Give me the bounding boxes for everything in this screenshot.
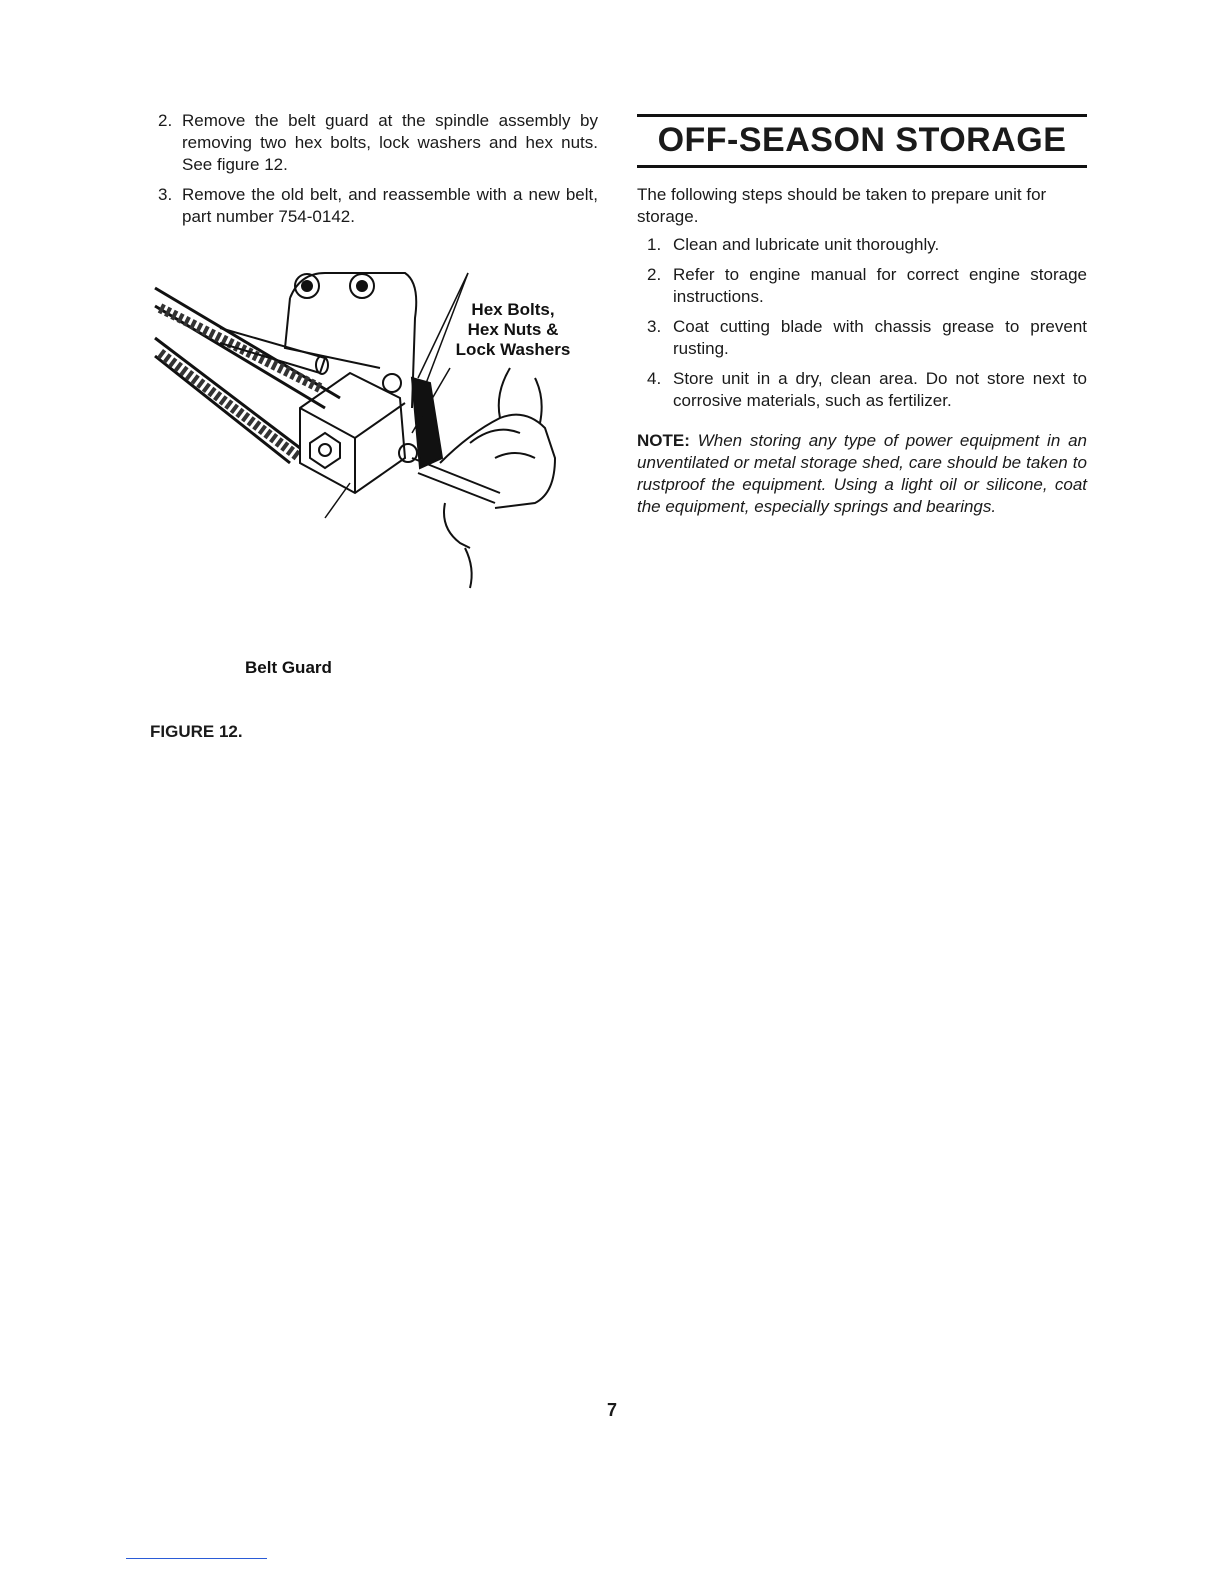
list-item <box>637 368 1087 412</box>
figure-caption: FIGURE 12. <box>150 722 243 741</box>
step-number: 1. <box>647 235 662 254</box>
left-column <box>150 110 598 741</box>
page-number: 7 <box>606 1400 617 1420</box>
intro-paragraph: The following steps should be taken to prepare unit for storage. <box>637 185 1047 226</box>
list-item <box>637 264 1087 308</box>
callout-line: Hex Nuts & <box>467 320 559 339</box>
footer-divider <box>126 1558 267 1559</box>
belt-steps-list <box>150 110 598 228</box>
list-item <box>150 110 598 176</box>
step-text: Remove the old belt, and reassemble with a new belt, part number 754-0142. <box>182 185 598 226</box>
step-number: 3. <box>158 185 173 204</box>
note-paragraph <box>637 430 1087 518</box>
figure-12 <box>150 258 590 741</box>
section-title: OFF-SEASON STORAGE <box>657 121 1067 159</box>
storage-steps-list <box>637 234 1087 412</box>
step-number: 2. <box>158 111 173 130</box>
callout-line: Hex Bolts, <box>471 300 555 319</box>
callout-line: Lock Washers <box>455 340 571 359</box>
step-text: Refer to engine manual for correct engine storage instructions. <box>673 265 1087 306</box>
step-number: 4. <box>647 369 662 388</box>
list-item <box>637 316 1087 360</box>
note-text: When storing any type of power equipment in an unventilated or metal storage shed, care should be taken to rustproof the equipment. Using a light oil or silicone, coat the equipment, especially springs and bearings. <box>637 431 1087 516</box>
callout-hex-hardware <box>443 300 583 360</box>
list-item <box>150 184 598 228</box>
right-column <box>637 114 1087 535</box>
step-text: Clean and lubricate unit thoroughly. <box>673 235 940 254</box>
list-item <box>637 234 1087 256</box>
callout-belt-guard: Belt Guard <box>245 658 332 677</box>
step-text: Store unit in a dry, clean area. Do not store next to corrosive materials, such as fertilizer. <box>673 369 1087 410</box>
step-text: Remove the belt guard at the spindle assembly by removing two hex bolts, lock washers and hex nuts. See figure 12. <box>182 111 598 174</box>
section-header <box>637 114 1087 168</box>
step-number: 2. <box>647 265 662 284</box>
note-label: NOTE: <box>637 431 690 450</box>
step-number: 3. <box>647 317 662 336</box>
step-text: Coat cutting blade with chassis grease to prevent rusting. <box>673 317 1087 358</box>
